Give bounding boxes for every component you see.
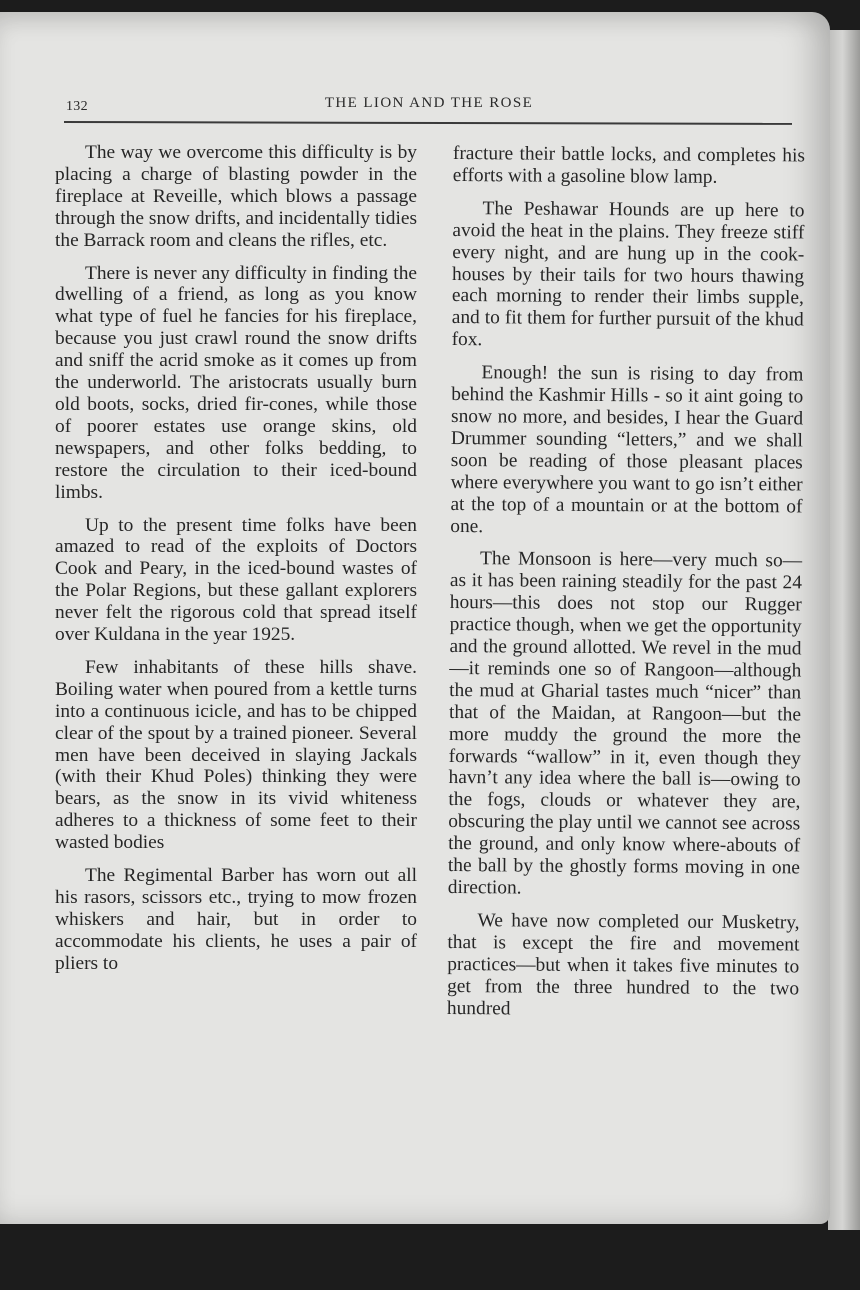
- page-number: 132: [66, 99, 88, 114]
- page-header: [66, 95, 792, 119]
- next-page-edge: [828, 30, 860, 1230]
- paragraph: Up to the present time folks have been amazed to read of the exploits of Doctors Cook and Peary, in the iced-bound wastes of the Polar Regions, but these gallant explorers never felt the rigorous cold that spread itself over Kuldana in the year 1925.: [55, 514, 417, 646]
- right-column: [447, 143, 805, 1033]
- paragraph: fracture their battle locks, and completes his efforts with a gasoline blow lamp.: [452, 143, 805, 188]
- paragraph: The Regimental Barber has worn out all his rasors, scissors etc., trying to mow frozen whiskers and hair, but in order to accommodate his clients, he uses a pair of pliers to: [55, 865, 417, 974]
- paragraph: The way we overcome this difficulty is by placing a charge of blasting powder in the fireplace at Reveille, which blows a passage through the snow drifts, and incidentally tidies the Barrack room and cleans the rifles, etc.: [55, 142, 417, 251]
- paragraph: Few inhabitants of these hills shave. Boiling water when poured from a kettle turns into a continuous icicle, and has to be chipped clear of the spout by a trained pioneer. Several men have been deceived in slaying Jackals (with their Khud Poles) thinking they were bears, as the snow in its vivid whiteness adheres to a thickness of some feet to their wasted bodies: [55, 656, 417, 854]
- paragraph: The Monsoon is here—very much so—as it has been raining steadily for the past 24 hours—this does not stop our Rugger practice though, when we get the opportunity and the ground allotted. We revel in the mud—it reminds one so of Rangoon—although the mud at Gharial tastes much “nicer” than that of the Maidan, at Rangoon—but the more muddy the ground the more the forwards “wallow” in it, even though they havn’t any idea where the ball is—owing to the fogs, clouds or whatever they are, obscuring the play until we cannot see across the ground, and only know where-abouts of the ball by the ghostly forms moving in one direction.: [447, 548, 803, 899]
- paragraph: The Peshawar Hounds are up here to avoid the heat in the plains. They freeze stiff every night, and are hung up in the cook-houses by their tails for two hours thawing each morning to render their limbs supple, and to fit them for further pursuit of the khud fox.: [451, 198, 805, 351]
- paragraph: Enough! the sun is rising to day from behind the Kashmir Hills - so it aint going to snow no more, and besides, I hear the Guard Drummer sounding “letters,” and we shall soon be reading of those pleasant places where everywhere you want to go isn’t either at the top of a mountain or at the bottom of one.: [450, 362, 804, 537]
- left-column: [55, 142, 417, 986]
- running-title: THE LION AND THE ROSE: [324, 95, 534, 111]
- paragraph: There is never any difficulty in finding the dwelling of a friend, as long as you know what type of fuel he fancies for his fireplace, because you just crawl round the snow drifts and sniff the acrid smoke as it comes up from the underworld. The aristocrats usually burn old boots, socks, dried fir-cones, while those of poorer estates use orange skins, old newspapers, and other folks bedding, to restore the circulation to their iced-bound limbs.: [55, 262, 417, 503]
- paragraph: We have now completed our Musketry, that is except the fire and movement practices—but when it takes five minutes to get from the three hundred to the two hundred: [446, 910, 800, 1019]
